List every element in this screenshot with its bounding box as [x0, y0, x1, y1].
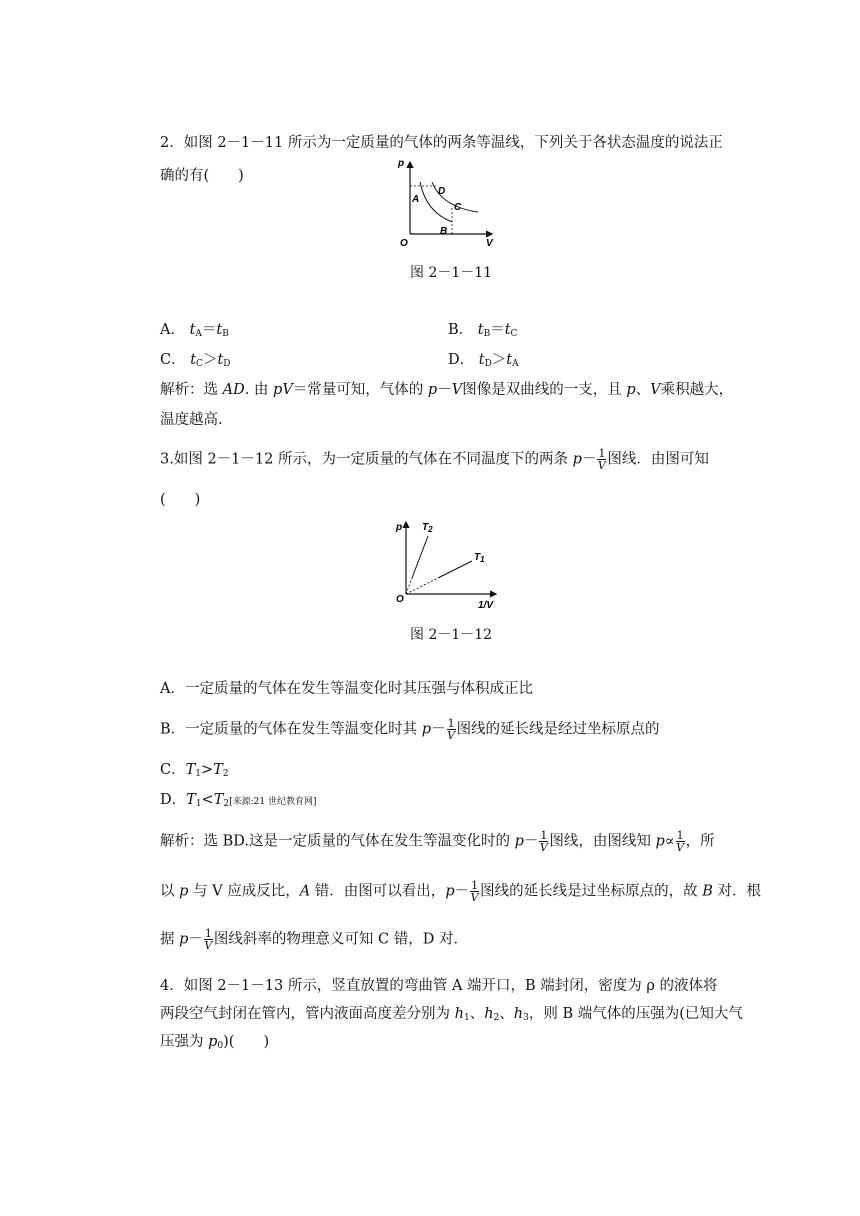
q2-option-D: D． $t_D>t_A$: [448, 352, 519, 369]
q3-stem-fraction: $\frac{1}{V}$: [597, 447, 606, 472]
q3-analysis-line2: 以 p 与 V 应成反比，A 错．由图可以看出，p－ $\frac{1}{V}$ 图线的延长线是过坐标原点的，故 B 对．根: [160, 879, 761, 904]
q2-analysis-line1: 解析：选 AD. 由 pV＝常量可知，气体的 p－V图像是双曲线的一支，且 p、V乘积越大，: [160, 382, 734, 398]
q2-stem-line1: 2．如图 2－1－11 所示为一定质量的气体的两条等温线，下列关于各状态温度的说法正: [160, 135, 723, 151]
q2-option-B: B． $t_B=t_C$: [448, 322, 518, 339]
q3-figure-p-1overV: [392, 516, 502, 612]
q2-label-C: C: [454, 202, 462, 213]
q3-stem-line2: ( ): [160, 492, 201, 508]
q4-line3: 压强为 $p_0$)( ): [160, 1034, 270, 1051]
q2-label-p: p: [398, 158, 405, 169]
q3-label-1overV: 1/V: [478, 600, 494, 611]
q2-isotherm-inner: [420, 182, 452, 222]
q3-option-B: B．一定质量的气体在发生等温变化时其 p－ $\frac{1}{V}$ 图线的延长线是经过坐标原点的: [160, 717, 660, 742]
q4-line1: 4．如图 2－1－13 所示，竖直放置的弯曲管 A 端开口，B 端封闭，密度为 ρ 的液体将: [160, 978, 718, 994]
q3-line-T2: [412, 536, 428, 578]
q3-figure-caption: 图 2－1－12: [410, 627, 493, 643]
q3-label-T2: $T_2$: [422, 522, 433, 534]
q2-label-O: O: [400, 238, 408, 249]
q3-option-D: D．$T_1<T_2$[来源:21 世纪教育网]: [160, 792, 317, 809]
q2-figure-isotherms: [392, 152, 502, 252]
q3-label-p: p: [396, 522, 403, 533]
q3-analysis-line3: 据 p－ $\frac{1}{V}$ 图线斜率的物理意义可知 C 错，D 对．: [160, 927, 468, 952]
q2-option-C: C． $t_C>t_D$: [160, 352, 231, 369]
q3-option-A: A．一定质量的气体在发生等温变化时其压强与体积成正比: [160, 681, 533, 697]
q2-option-A: A． $t_A=t_B$: [160, 322, 229, 339]
q3-line-T1: [438, 561, 472, 578]
q2-label-V: V: [486, 238, 493, 249]
q2-stem-line2: 确的有( ): [160, 168, 244, 184]
q3-source-note: [来源:21 世纪教育网]: [229, 797, 317, 807]
q3-option-C: C．$T_1>T_2$: [160, 762, 229, 779]
q2-figure-caption: 图 2－1－11: [410, 265, 493, 281]
q2-analysis-line2: 温度越高.: [160, 412, 223, 428]
q3-label-T1: $T_1$: [474, 552, 485, 564]
q3-line-T1-dashed: [406, 578, 438, 594]
q3-stem-line1: 3.如图 2－1－12 所示，为一定质量的气体在不同温度下的两条 p－ $\frac{1}{V}$ 图线．由图可知: [160, 447, 709, 472]
q2-label-B: B: [440, 226, 448, 237]
q4-line2: 两段空气封闭在管内，管内液面高度差分别为 $h_1$、$h_2$、$h_3$，则 B 端气体的压强为(已知大气: [160, 1006, 743, 1023]
q3-analysis-line1: 解析：选 BD.这是一定质量的气体在发生等温变化时的 p－ $\frac{1}{V}$ 图线，由图线知 p∝ $\frac{1}{V}$ ，所: [160, 829, 715, 854]
q3-label-O: O: [396, 594, 404, 605]
q2-label-D: D: [438, 186, 446, 197]
q2-label-A: A: [412, 194, 420, 205]
